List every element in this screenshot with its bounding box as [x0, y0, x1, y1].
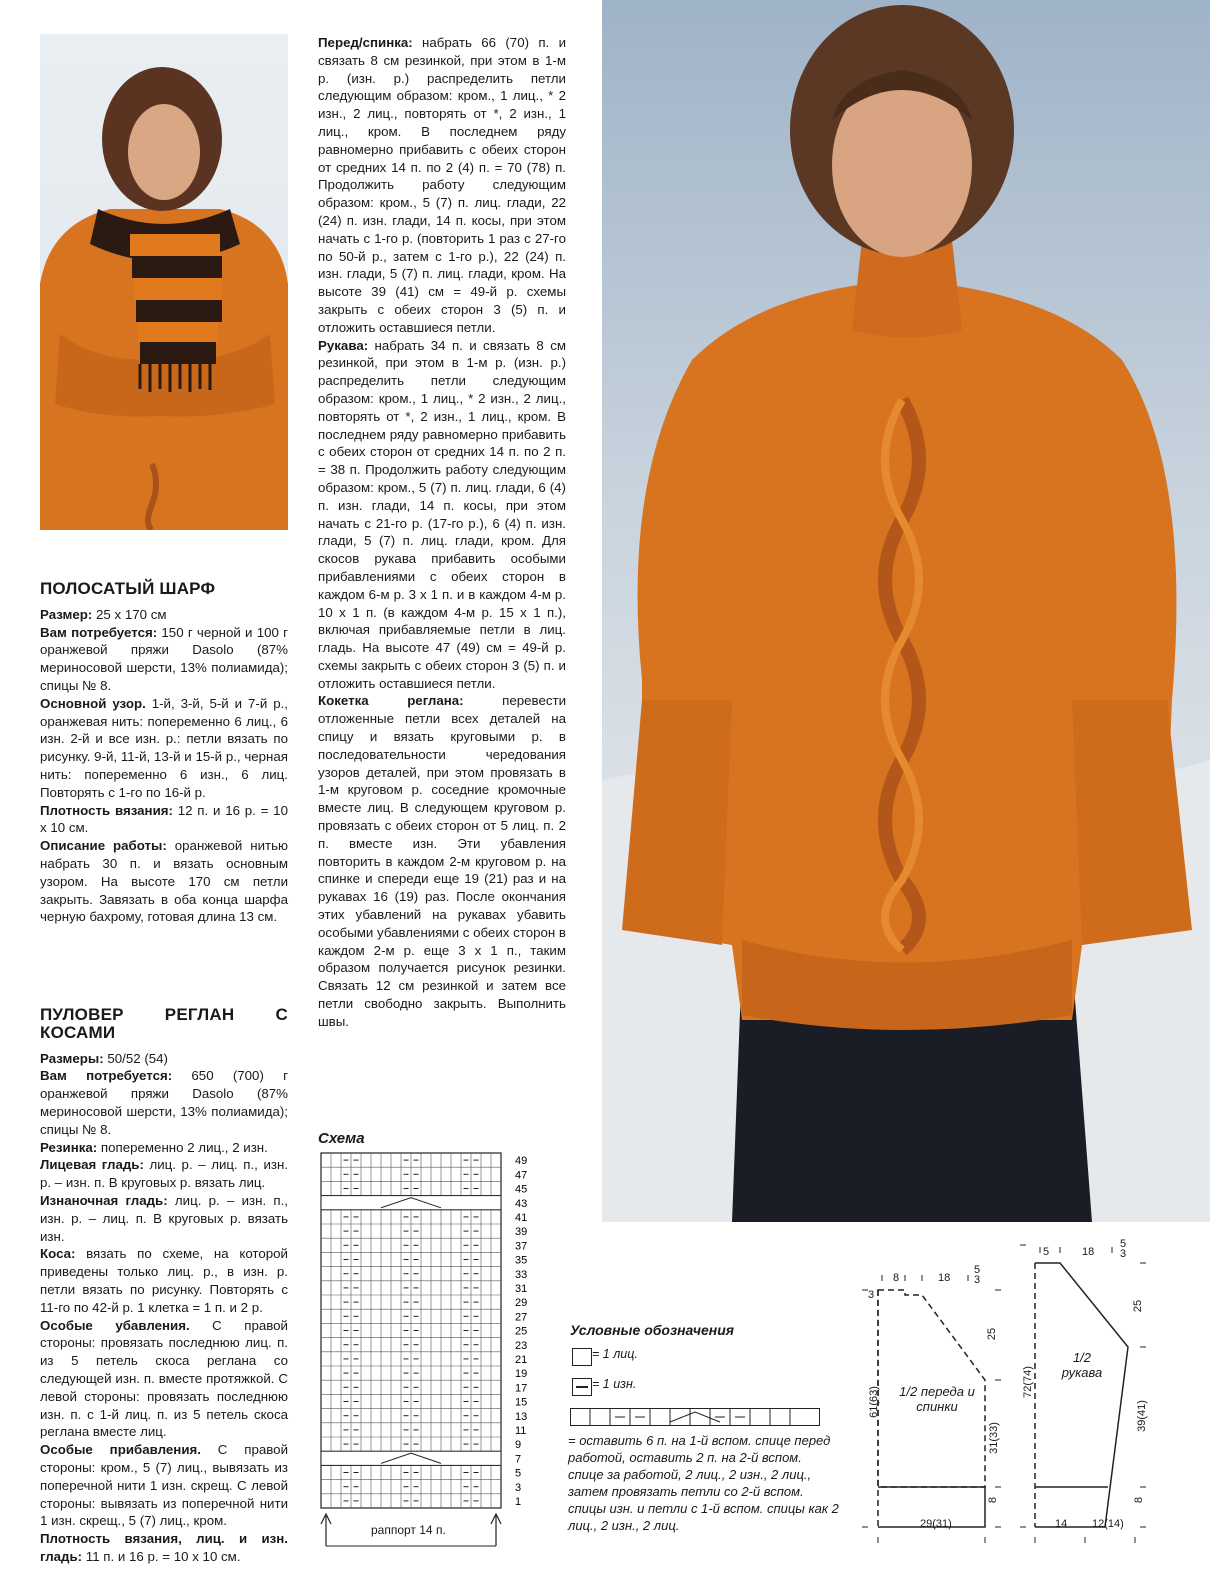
legend-title: Условные обозначения: [570, 1322, 735, 1338]
body-dim-31: 31(33): [987, 1422, 1000, 1454]
row-number: 33: [515, 1268, 528, 1281]
pullover-title: ПУЛОВЕР РЕГЛАН С КОСАМИ: [40, 1005, 288, 1042]
legend-cable: = оставить 6 п. на 1-й вспом. спице перед работой, оставить 2 п. на 2-й вспом. спице за работой, 2 лиц., 2 изн., 2 лиц., затем провязать петли со 2-й вспом. спицы изн. и петли с 1-й вспом. спицы как 2 лиц., 2 изн., 2 лиц.: [568, 1433, 839, 1533]
paragraph: [40, 837, 288, 926]
paragraph: [318, 692, 566, 1030]
row-number: 37: [515, 1240, 528, 1253]
body-dim-25: 25: [986, 1327, 999, 1341]
row-number: 43: [515, 1197, 528, 1210]
paragraph-text: 25 х 170 см: [92, 606, 167, 622]
row-number: 19: [515, 1368, 528, 1381]
paragraph: [40, 695, 288, 802]
body-dim-8: 8: [987, 1496, 1000, 1504]
body-dim-top-c: 5: [974, 1264, 981, 1276]
paragraph-text: вязать по схеме, на которой приведены только лиц. р., в изн. р. петли вязать по рисунку. Повторять с 11-го по 42-й р. 1 клетка = 1 п. и 2 р.: [40, 1246, 288, 1315]
instructions-column: [318, 34, 566, 1031]
body-dim-61: 61(63): [867, 1386, 880, 1418]
sleeve-dim-39: 39(41): [1135, 1400, 1148, 1432]
paragraph-label: Размеры:: [40, 1050, 104, 1066]
row-number: 13: [515, 1410, 528, 1423]
paragraph-text: лиц. р. – изн. п., изн. р. – лиц. п. В круговых р. вязать изн.: [40, 1192, 288, 1244]
row-number: 11: [515, 1425, 527, 1437]
paragraph: [318, 34, 566, 337]
row-number: 17: [515, 1382, 528, 1395]
sleeve-dim-top-c2: 3: [1120, 1248, 1127, 1260]
sleeve-dim-bottom-b: 12(14): [1092, 1518, 1124, 1530]
paragraph: [40, 1156, 288, 1192]
paragraph: [40, 1192, 288, 1245]
row-number: 29: [515, 1297, 528, 1310]
sleeve-dim-bottom-a: 14: [1055, 1518, 1068, 1530]
paragraph: [40, 1530, 288, 1566]
paragraph: [40, 624, 288, 695]
schema-title: Схема: [318, 1130, 365, 1147]
row-number: 41: [515, 1212, 528, 1224]
row-number: 15: [515, 1396, 528, 1409]
body-dim-top-left: 3: [868, 1289, 875, 1301]
row-number: 49: [515, 1155, 528, 1168]
paragraph-label: Плотность вязания, лиц. и изн. гладь:: [40, 1531, 288, 1564]
paragraph-text: лиц. р. – лиц. п., изн. р. – изн. п. В круговых р. вязать лиц.: [40, 1157, 289, 1191]
sleeve-dim-8: 8: [1133, 1496, 1146, 1504]
row-number: 5: [515, 1467, 522, 1480]
paragraph-text: 150 г черной и 100 г оранжевой пряжи Dasolo (87% мериносовой шерсти, 13% полиамида); спицы № 8.: [40, 624, 288, 693]
paragraph: [40, 1139, 288, 1157]
row-number: 25: [515, 1325, 528, 1338]
paragraph-text: набрать 34 п. и связать 8 см резинкой, при этом в 1-м р. (изн. р.) распределить петли следующим образом: кром., 1 лиц., * 2 изн., 2 лиц., повторять от *, 2 изн., 1 лиц., кром. В последнем ряду равномерно прибавить с обеих сторон от средних 14 п. по 2 п. = 38 п. Продолжить работу следующим образом: кром., 5 (7) п. лиц. глади, 6 (4) п. изн. глади, 14 п. косы, при этом начать с 21-го р. (17-го р.), 6 (4) п. изн. глади, 5 (7) п. лиц. глади, кром. Для скосов рукава прибавить особыми прибавлениями с обеих сторон в каждом 6-м р. 3 х 1 п. и в каждом 4-м р. 10 х 1 п. (в каждом 4-м р. 15 х 1 п.), включая прибавляемые петли в лиц. гладь. На высоте 47 (49) см = 49-й р. схемы закрыть с обеих сторон 3 (5) п. и отложить оставшиеся петли.: [318, 337, 566, 691]
paragraph: [40, 1441, 288, 1530]
paragraph-label: Лицевая гладь:: [40, 1157, 144, 1173]
row-number: 21: [515, 1354, 528, 1366]
paragraph-label: Рукава:: [318, 337, 369, 353]
paragraph: [40, 606, 288, 624]
pullover-section: [40, 1006, 288, 1566]
body-dim-bottom: 29(31): [920, 1518, 952, 1530]
scarf-section: [40, 580, 288, 926]
sleeve-dim-top-b: 18: [1082, 1246, 1095, 1258]
paragraph-text: 11 п. и 16 р. = 10 х 10 см.: [82, 1548, 241, 1564]
paragraph-label: Изнаночная гладь:: [40, 1192, 168, 1208]
row-number: 23: [515, 1339, 528, 1352]
row-number: 39: [515, 1226, 528, 1239]
cable-symbol: [570, 1408, 820, 1426]
paragraph-label: Плотность вязания:: [40, 802, 173, 818]
repeat-arrow-right: [491, 1514, 501, 1546]
paragraph-label: Основной узор.: [40, 695, 146, 711]
row-number: 27: [515, 1311, 528, 1324]
body-dim-top-c2: 3: [974, 1274, 981, 1286]
row-number: 7: [515, 1453, 522, 1466]
paragraph-text: 650 (700) г оранжевой пряжи Dasolo (87% мериносовой шерсти, 13% полиамида); спицы № 8.: [40, 1068, 288, 1137]
row-number: 3: [515, 1481, 522, 1494]
paragraph-label: Резинка:: [40, 1139, 98, 1155]
sleeve-dim-72: 72(74): [1021, 1366, 1034, 1398]
paragraph-text: 12 п. и 16 р. = 10 х 10 см.: [40, 802, 288, 836]
paragraph-text: набрать 66 (70) п. и связать 8 см резинкой, при этом в 1-м р. (изн. р.) распределить петли следующим образом: кром., 1 лиц., * 2 изн., 2 лиц., повторять от *, 2 изн., 1 лиц., кром. В последнем ряду равномерно прибавить с обеих сторон от средних 14 п. по 2 (4) п. = 70 (78) п. Продолжить работу следующим образом: кром., 5 (7) п. лиц. глади, 22 (24) п. изн. глади, 14 п. косы, при этом начать с 1-го р. (повторить 1 раз с 27-го по 50-й р., затем с 1-го р.), 22 (24) п. изн. глади, 5 (7) п. лиц. глади, кром. На высоте 39 (41) см = 49-й р. схемы закрыть с обеих сторон 3 (5) п. и отложить оставшиеся петли.: [318, 35, 566, 335]
purl-symbol: [572, 1378, 592, 1396]
row-number: 45: [515, 1183, 528, 1196]
row-number: 35: [515, 1254, 528, 1267]
paragraph-label: Коса:: [40, 1246, 76, 1262]
body-dim-top-a: 8: [893, 1272, 900, 1284]
body-dim-top-b: 18: [938, 1272, 951, 1284]
paragraph-label: Описание работы:: [40, 838, 167, 854]
legend-knit: = 1 лиц.: [592, 1347, 638, 1361]
row-number: 47: [515, 1169, 528, 1182]
model-photo-pullover: [602, 0, 1210, 1222]
legend-purl: = 1 изн.: [592, 1377, 637, 1391]
model-photo-scarf: [40, 34, 288, 530]
sleeve-dim-25: 25: [1132, 1299, 1145, 1313]
paragraph-label: Вам потребуется:: [40, 1068, 173, 1084]
paragraph: [40, 1067, 288, 1138]
paragraph-label: Размер:: [40, 606, 93, 622]
body-label: 1/2 переда и спинки: [899, 1384, 975, 1414]
paragraph: [40, 1317, 288, 1442]
knit-symbol: [572, 1348, 592, 1366]
paragraph-label: Перед/спинка:: [318, 35, 413, 50]
paragraph-text: С правой стороны: провязать последнюю лиц. п. из 5 петель скоса реглана со следующей изн. п. вместе протяжкой. С левой стороны: провязать последнюю изн. п. с 1-й лиц. п. из 5 петель скоса реглана вместе лиц.: [40, 1317, 288, 1440]
row-number: 9: [515, 1439, 522, 1452]
row-number: 31: [515, 1283, 528, 1295]
paragraph-text: С правой стороны: кром., 5 (7) лиц., вывязать из поперечной нити 1 изн. скрещ. С левой стороны: вывязать из поперечной нити 1 изн. скрещ., 5 (7) лиц., кром.: [40, 1442, 288, 1529]
paragraph-label: Особые убавления.: [40, 1317, 190, 1333]
paragraph: [40, 1050, 288, 1068]
paragraph-text: 50/52 (54): [103, 1050, 168, 1066]
repeat-label: раппорт 14 п.: [368, 1523, 449, 1537]
paragraph-text: попеременно 2 лиц., 2 изн.: [97, 1139, 268, 1155]
sleeve-dim-top-c: 5: [1120, 1238, 1127, 1250]
paragraph-label: Кокетка реглана:: [318, 693, 464, 709]
cable-chart: [318, 1150, 548, 1550]
paragraph: [40, 802, 288, 838]
repeat-arrow-left: [321, 1514, 331, 1546]
paragraph: [318, 337, 566, 693]
paragraph-text: 1-й, 3-й, 5-й и 7-й р., оранжевая нить: попеременно 6 лиц., 6 изн. 2-й и все изн. р.: петли вязать по рисунку. 9-й, 11-й, 13-й и 15-й р., черная нить: попеременно 6 изн., 6 лиц. Повторять с 1-го по 16-й р.: [40, 695, 288, 800]
sleeve-schematic: [1035, 1263, 1128, 1527]
paragraph-text: оранжевой нитью набрать 30 п. и вязать основным узором. На высоте 170 см петли закрыть. Завязать в оба конца шарфа черную бахрому, готовая длина 13 см.: [40, 838, 288, 925]
paragraph-label: Вам потребуется:: [40, 624, 158, 640]
paragraph-label: Особые прибавления.: [40, 1442, 201, 1458]
paragraph: [40, 1245, 288, 1316]
paragraph-text: перевести отложенные петли всех деталей на спицу и вязать круговыми р. в последовательности чередования узоров деталей, при этом провязать в 1-м круговом р. соседние кромочные вместе лиц. В следующем круговом р. провязать с обеих сторон от 5 лиц. п. 2 п. вместе изн. Эти убавления повторить в каждом 2-м круговом р. на спинке и спереди еще 19 (21) раз и на рукавах 16 (19) раз. После окончания этих убавлений на рукавах убавить особыми убавлениями с обеих сторон в каждом 2-м р. еще 3 х 1 п., таким образом получается рисунок резинки. Связать 12 см резинкой и затем все петли свободно закрыть. Выполнить швы.: [318, 693, 567, 1029]
row-number: 1: [515, 1496, 522, 1508]
sleeve-dim-top-a: 5: [1043, 1246, 1050, 1258]
scarf-title: ПОЛОСАТЫЙ ШАРФ: [40, 579, 216, 598]
sleeve-label: 1/2 рукава: [1061, 1350, 1103, 1380]
